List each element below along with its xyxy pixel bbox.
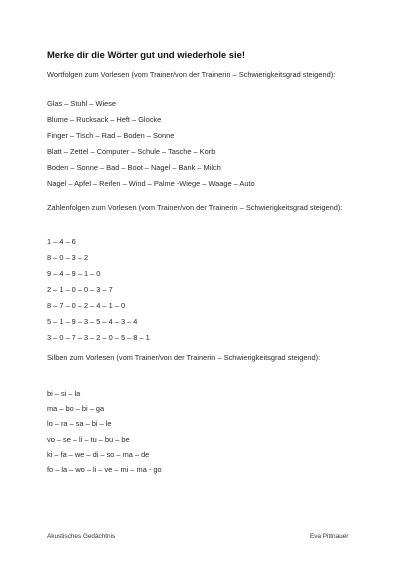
word-sequence-list: [47, 96, 255, 192]
list-item: vo – se – li – tu – bu – be: [47, 434, 130, 444]
list-item: Finger – Tisch – Rad – Boden – Sonne: [47, 131, 175, 140]
list-item: fo – la – wo – li – ve – mi – ma - go: [47, 464, 162, 474]
list-item: 5 – 1 – 9 – 3 – 5 – 4 – 3 – 4: [47, 317, 138, 326]
footer-topic: Akustisches Gedächtnis: [47, 533, 116, 540]
list-item: 9 – 4 – 9 – 1 – 0: [47, 269, 101, 278]
list-item: Blume – Rucksack – Heft – Glocke: [47, 115, 162, 124]
list-item: 3 – 0 – 7 – 3 – 2 – 0 – 5 – 8 – 1: [47, 333, 150, 342]
list-item: Glas – Stuhl – Wiese: [47, 99, 117, 108]
page-title: Merke dir die Wörter gut und wiederhole sie!: [47, 49, 245, 60]
footer-author: Eva Pittnauer: [310, 533, 349, 540]
list-item: lo – ra – sa – bi – le: [47, 419, 112, 429]
list-item: Boden – Sonne – Bad – Boot – Nagel – Bank – Milch: [47, 163, 221, 172]
syllable-sequence-list: [47, 386, 162, 477]
list-item: ma – bo – bi – ga: [47, 404, 105, 414]
list-item: 8 – 7 – 0 – 2 – 4 – 1 – 0: [47, 301, 126, 310]
list-item: 8 – 0 – 3 – 2: [47, 253, 89, 262]
syllables-intro: Silben zum Vorlesen (vom Trainer/von der Trainerin – Schwierigkeitsgrad steigend):: [47, 353, 321, 362]
list-item: ki – fa – we – di – so – ma – de: [47, 449, 150, 459]
numbers-intro: Zahlenfolgen zum Vorlesen (vom Trainer/von der Trainerin – Schwierigkeitsgrad steigend):: [47, 203, 343, 212]
list-item: bi – si – la: [47, 389, 81, 398]
list-item: Nagel – Apfel – Reifen – Wind – Palme -Wiege – Waage – Auto: [47, 179, 255, 188]
words-intro: Wortfolgen zum Vorlesen (vom Trainer/von der Trainerin – Schwierigkeitsgrad steigend):: [47, 70, 336, 79]
list-item: 2 – 1 – 0 – 0 – 3 – 7: [47, 285, 113, 294]
list-item: 1 – 4 – 6: [47, 237, 76, 246]
list-item: Blatt – Zettel – Computer – Schule – Tasche – Korb: [47, 147, 216, 156]
number-sequence-list: [47, 234, 150, 346]
